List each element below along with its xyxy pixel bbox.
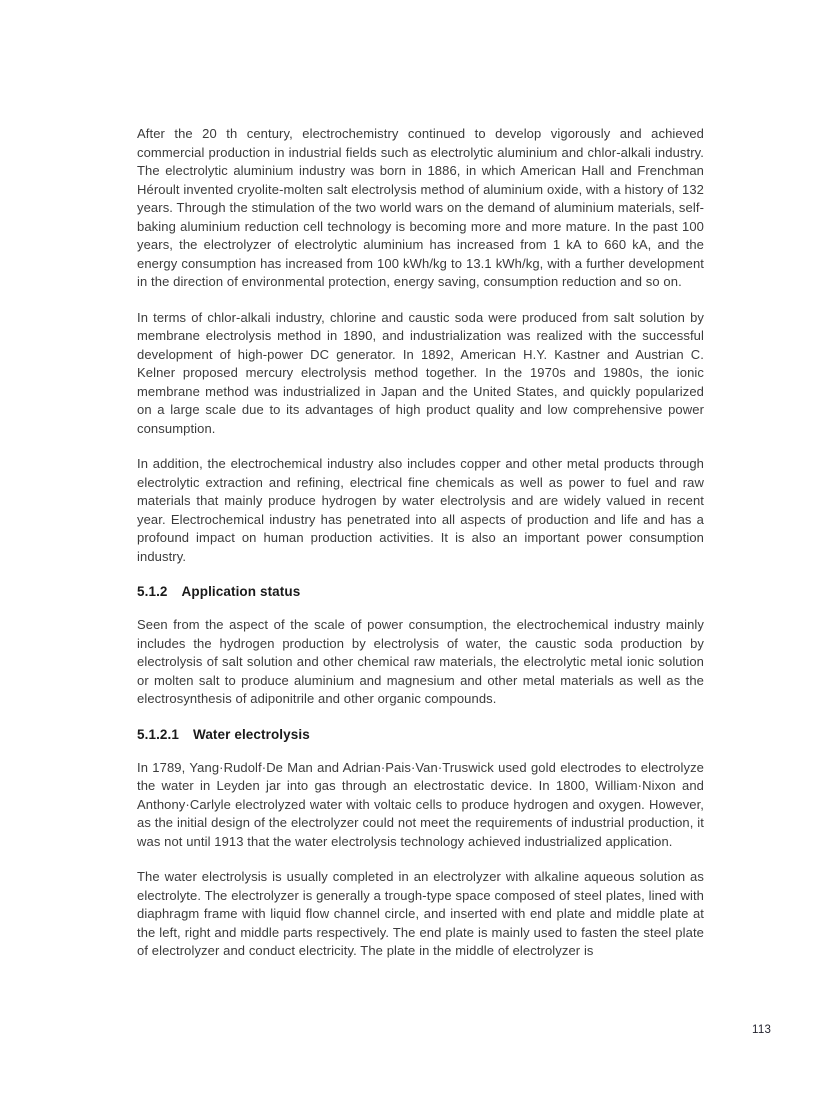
page-number: 113 [752,1024,772,1036]
heading-title: Application status [181,584,301,599]
paragraph-electrolyzer-description: The water electrolysis is usually completed in an electrolyzer with alkaline aqueous solution as electrolyte. The electrolyzer is generally a trough-type space composed of steel plates, lined with diaphragm frame with liquid flow channel circle, and inserted with end plate and middle plate at the left, right and middle parts respectively. The end plate is mainly used to fasten the steel plate of electrolyzer and conduct electricity. The plate in the middle of electrolyzer is [137,869,704,958]
heading-water-electrolysis [137,726,704,744]
paragraph-chlor-alkali: In terms of chlor-alkali industry, chlorine and caustic soda were produced from salt solution by membrane electrolysis method in 1890, and industrialization was realized with the successful development of high-power DC generator. In 1892, American H.Y. Kastner and Austrian C. Kelner proposed mercury electrolysis method together. In the 1970s and 1980s, the ionic membrane method was industrialized in Japan and the United States, and quickly popularized on a large scale due to its advantages of high product quality and low comprehensive power consumption. [137,309,704,436]
heading-title: Water electrolysis [192,726,310,742]
paragraph-electrochemistry-history: After the 20 th century, electrochemistry continued to develop vigorously and achieved commercial production in industrial fields such as electrolytic aluminium and chlor-alkali industry. The electrolytic aluminium industry was born in 1886, in which American Hall and Frenchman Héroult invented cryolite-molten salt electrolysis method of aluminium oxide, with a history of 132 years. Through the stimulation of the two world wars on the demand of aluminium materials, self-baking aluminium reduction cell technology is becoming more and more mature. In the past 100 years, the electrolyzer of electrolytic aluminium has increased from 1 kA to 660 kA, and the energy consumption has increased from 100 kWh/kg to 13.1 kWh/kg, with a further development in the direction of environmental protection, energy saving, consumption reduction and so on. [137,126,704,289]
heading-number: 5.1.2 [137,584,168,599]
heading-application-status [137,583,704,601]
text-column [137,125,704,978]
paragraph-other-industries: In addition, the electrochemical industry also includes copper and other metal products through electrolytic extraction and refining, electrical fine chemicals as well as power to fuel and raw materials that mainly produce hydrogen by water electrolysis and are widely valued in recent year. Electrochemical industry has penetrated into all aspects of production and life and has a profound impact on human production activities. It is also an important power consumption industry. [137,456,704,564]
paragraph-power-consumption-scale: Seen from the aspect of the scale of power consumption, the electrochemical industry mainly includes the hydrogen production by electrolysis of water, the caustic soda production by electrolysis of salt solution and other chemical raw materials, the electrolytic metal ionic solution or molten salt to produce aluminium and magnesium and other metal materials as well as the electrosynthesis of adiponitrile and other organic compounds. [137,617,704,706]
heading-number: 5.1.2.1 [137,726,179,742]
paragraph-electrolysis-history: In 1789, Yang·Rudolf·De Man and Adrian·Pais·Van·Truswick used gold electrodes to electrolyze the water in Leyden jar into gas through an electrostatic device. In 1800, William·Nixon and Anthony·Carlyle electrolyzed water with voltaic cells to produce hydrogen and oxygen. However, as the initial design of the electrolyzer could not meet the requirements of industrial production, it was not until 1913 that the water electrolysis technology achieved industrialized application. [137,759,704,849]
